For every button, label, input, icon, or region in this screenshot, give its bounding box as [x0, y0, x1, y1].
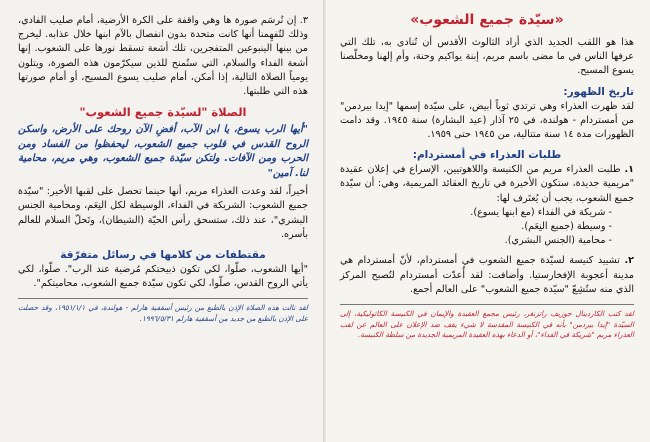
list-item: - محامية (الجنس البشري).	[340, 234, 612, 248]
final-paragraph: أخيراً، لقد وعدت العذراء مريم، أنها حينما تحصل على لقبها الأخير: "سيّدة جميع الشعوب: الشريكة في الفداء، الوسيطة لكل النِعَم، ومحامية الجنس البشري"، عند ذلك، ستسحق رأس الحيّة (الشيطان)، وتَحلّ السلام للعالم بأسره.	[18, 186, 308, 240]
left-footnote: لقد نالت هذه الصلاة الإذن بالطبع من رئيس أسقفية هارلم - هولندة، في ١٩٥١/١/١، وقد حصلت على الإذن بالطبع من جديد من أسقفية هارلم ١٩٩٦/٥/٣١.	[18, 303, 308, 323]
request-2-number: ٢.	[624, 255, 634, 267]
prayer-heading: الصلاة "لسيّدة جميع الشعوب"	[79, 105, 247, 120]
excerpts-text: "أيها الشعوب، صلّوا، لكي تكون ذبيحتكم مُرضية عند الرب". صلّوا، لكي يأتي الروح القدس، صلّوا، لكي تكون سيّدة جميع الشعوب، محاميتكم".	[18, 264, 308, 290]
list-item: - شريكة في الفداء (مع ابنها يسوع).	[340, 206, 612, 220]
paragraph-3: ٣. إن تُرسَم صورة ها وهي واقفة على الكرة الأرضية، أمام صليب الفادي، وذلك لتُفهِمنا أنها كانت متحدة بدون انفصال بالآم ابنها خلال عذابه. ليخرج من بينها الينبوعين المتفجرين، تلك أشعة تسقط نورها على الشعوب. إنها أشعة الفداء والسلام، التي ستُمنح للذين سيكرّمون هذه الصورة، ويتلون يومياً الصلاة التالية، إذا أمكن، أمام صليب يسوع المسيح، أو أمام صورتها هذه التي طلبتها.	[18, 15, 308, 98]
footnote-divider	[18, 298, 308, 299]
request-1	[340, 163, 634, 206]
apparitions-heading: تاريخ الظهور:	[563, 85, 634, 98]
request-1-text: طلبت العذراء مريم من الكنيسة واللاهوتيين، الإسراع في إعلان عقيدة "مريمية جديدة، ستكون الأخيرة في تاريخ العقائد المريمية، وهي: أن سيّدة جميع الشعوب، يجب أن يُعتَرف لها:	[340, 164, 634, 204]
footnote-divider	[340, 304, 634, 305]
request-1-number: ١.	[624, 164, 634, 176]
title-list	[340, 206, 634, 249]
prayer-text: "أيها الرب يسوع، يا ابن الآب، أفضِ الآن روحك على الأرض، واسكن الروح القدس في قلوب جميع الشعوب، ليحفظوا من الفساد ومن الحرب ومن الآفات. ولتكن سيّدة جميع الشعوب، وهي مريم، محامية لنا. آمين"	[18, 124, 308, 179]
list-item: - وسيطة (جميع النِعَم).	[340, 220, 612, 234]
right-page	[326, 0, 650, 442]
requests-heading: طلبات العذراء في أمستردام:	[412, 149, 562, 162]
right-footnote: لقد كتب الكاردينال جوزيف راتزنغر، رئيس مجمع العقيدة والإيمان في الكنيسة الكاثوليكية، إلى السيّدة "إيدا بيردمن" بأنه في الكنيسة المقدسة لا شيء يقف ضد الإعلان على العالم عن لقب العذراء مريم "شريكة في الفداء"، أو الدعاء بهذه العقيدة المريمية الجديدة من سلطة الكنيسة.	[340, 309, 634, 340]
page-title: «سيّدة جميع الشعوب»	[410, 12, 564, 28]
request-2-text: تشييد كنيسة لسيّدة جميع الشعوب في أمستردام، لأنّ أمستردام هي مدينة أعجوبة الإفخارستيا. وأضافت: لقد أُعدّت أمستردام لتُصبح المركز الذي منه ستُشِعّ "سيّدة جميع الشعوب" على العالم أجمع.	[340, 255, 634, 295]
intro-paragraph: هذا هو اللقب الجديد الذي أراد الثالوث الأقدس أن تُنادى به، تلك التي عرفها الناس في ما مضى باسم مريم، إبنة يواكيم وحنة، وأم إلهنا ومخلّصنا يسوع المسيح.	[340, 37, 634, 77]
request-2	[340, 254, 634, 297]
excerpts-heading: مقتطفات من كلامها في رسائل متفرّقة	[60, 249, 266, 262]
apparitions-text: لقد ظهرت العذراء وهي ترتدي ثوباً أبيض، على سيّدة إسمها "إيدا بيردمن" من أمستردام - هولندة، في ٢٥ آذار (عيد البشارة) سنة ١٩٤٥. وقد دامت الظهورات مدة ١٤ سنة متتالية، من ١٩٤٥ حتى ١٩٥٩.	[340, 100, 635, 141]
